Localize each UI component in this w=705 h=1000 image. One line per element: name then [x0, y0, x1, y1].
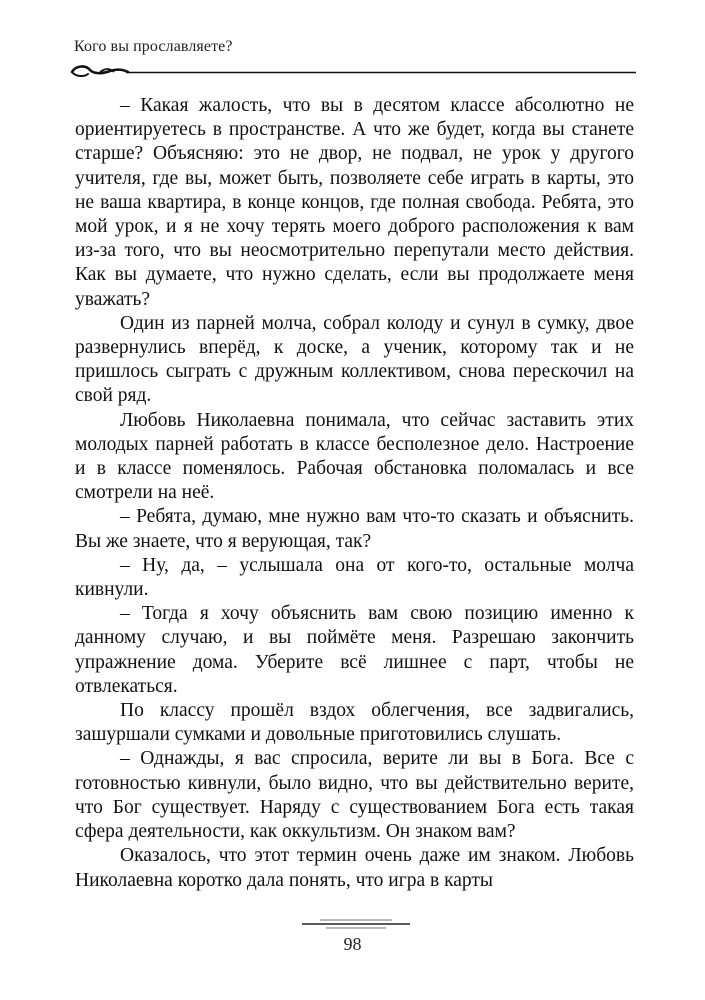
paragraph: Любовь Николаевна понимала, что сейчас заставить этих молодых парней работать в классе бесполезное дело. Настроение и в классе поменялось. Рабочая обстановка поломалась и все смотрели на неё.	[75, 409, 634, 504]
paragraph: Один из парней молча, собрал колоду и сунул в сумку, двое развернулись вперёд, к доске, а ученик, которому так и не пришлось сыграть с дружным коллективом, снова перескочил на свой ряд.	[75, 312, 634, 407]
paragraph: – Ребята, думаю, мне нужно вам что-то сказать и объяснить. Вы же знаете, что я верующая, так?	[75, 506, 634, 552]
paragraph: Оказалось, что этот термин очень даже им знаком. Любовь Николаевна коротко дала понять, что игра в карты	[75, 845, 634, 891]
paragraph: – Какая жалость, что вы в десятом классе абсолютно не ориентируетесь в пространстве. А что же будет, когда вы станете старше? Объясняю: это не двор, не подвал, не урок у другого учителя, где вы, может быть, позволяете себе играть в карты, это не ваша квартира, в конце концов, где полная свобода. Ребята, это мой урок, и я не хочу терять моего доброго расположения к вам из-за того, что вы неосмотрительно перепутали место действия. Как вы думаете, что нужно сделать, если вы продолжаете меня уважать?	[75, 95, 634, 310]
paragraph: – Однажды, я вас спросила, верите ли вы в Бога. Все с готовностью кивнули, было видно, что вы действительно верите, что Бог существует. Наряду с существованием Бога есть такая сфера деятельности, как оккультизм. Он знаком вам?	[75, 748, 634, 843]
page-number: 98	[343, 934, 362, 954]
ornamental-header-rule	[70, 62, 638, 82]
paragraph: По классу прошёл вздох облегчения, все задвигались, зашуршали сумками и довольные приготовились слушать.	[75, 700, 634, 746]
swash-ornament-icon	[72, 66, 128, 73]
running-header-title: Кого вы прославляете?	[74, 38, 233, 55]
paragraph: – Тогда я хочу объяснить вам свою позицию именно к данному случаю, и вы поймёте меня. Разрешаю закончить упражнение дома. Уберите всё лишнее с парт, чтобы не отвлекаться.	[75, 603, 634, 697]
body-text	[75, 94, 634, 893]
paragraph: – Ну, да, – услышала она от кого-то, остальные молча кивнули.	[75, 554, 634, 601]
footer-ornament	[296, 916, 416, 932]
